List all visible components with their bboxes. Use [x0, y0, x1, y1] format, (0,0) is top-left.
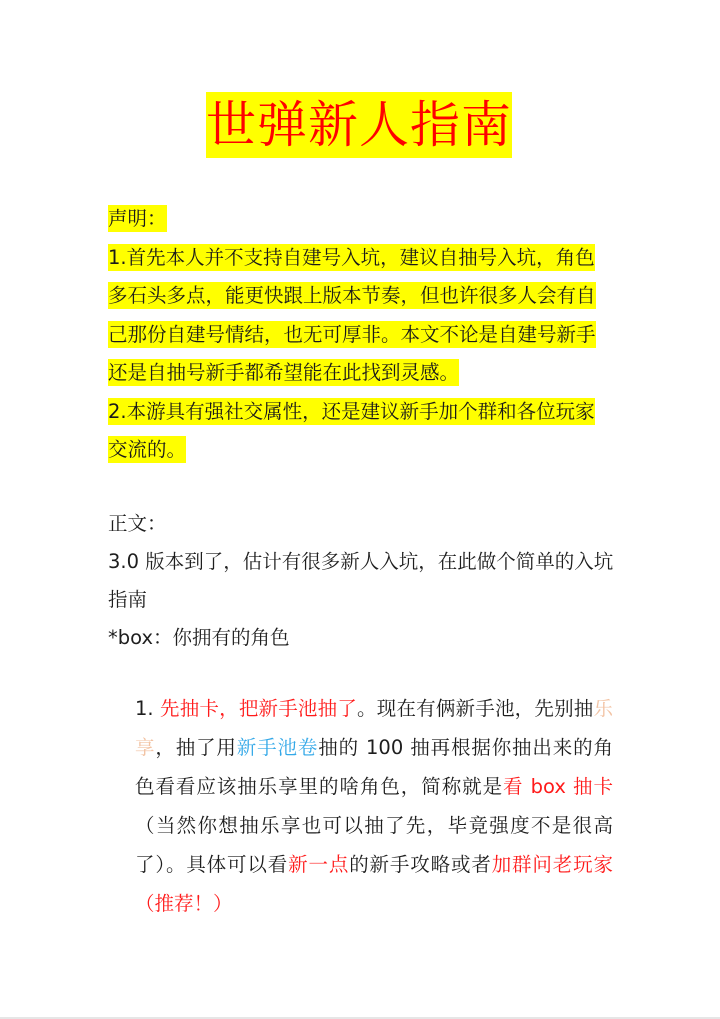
notice-heading: 声明： [108, 207, 167, 230]
emphasis-text: 新一点 [288, 853, 350, 876]
list-number: 1. [135, 697, 161, 720]
list-item [135, 689, 613, 923]
notice-paragraph-2: 2.本游具有强社交属性，还是建议新手加个群和各位玩家交流的。 [108, 399, 595, 461]
body-heading: 正文： [108, 512, 167, 535]
notice-paragraph-1: 1.首先本人并不支持自建号入坑，建议自抽号入坑，角色多石头多点，能更快跟上版本节奏，但也许很多人会有自己那份自建号情结，也无可厚非。本文不论是自建号新手还是自抽号新手都希望能在此找到灵感。 [108, 245, 596, 384]
list-text: （当然你想抽乐享也可以抽了先，毕竟强度不是很高了）。具体可以看 [135, 814, 613, 876]
emphasis-text: 看 box 抽卡 [503, 775, 613, 798]
list-text: 。现在有俩新手池，先别抽 [357, 697, 594, 720]
notice-section [108, 200, 614, 470]
list-text: ，抽了用 [155, 736, 237, 759]
emphasis-text: 乐享 [135, 697, 613, 759]
body-note: *box：你拥有的角色 [108, 626, 290, 649]
list-text: 的新手攻略或者 [349, 853, 492, 876]
body-intro: 3.0 版本到了，估计有很多新人入坑，在此做个简单的入坑指南 [108, 550, 614, 611]
emphasis-text: 新手池卷 [236, 736, 319, 759]
emphasis-text: 先抽卡，把新手池抽了 [160, 697, 358, 720]
main-body [108, 505, 618, 657]
emphasis-text: 加群问老玩家（推荐！） [135, 853, 613, 915]
page-title: 世弹新人指南 [206, 92, 512, 158]
list-text: 抽的 100 抽再根据你抽出来的角色看看应该抽乐享里的啥角色，简称就是 [135, 736, 613, 798]
